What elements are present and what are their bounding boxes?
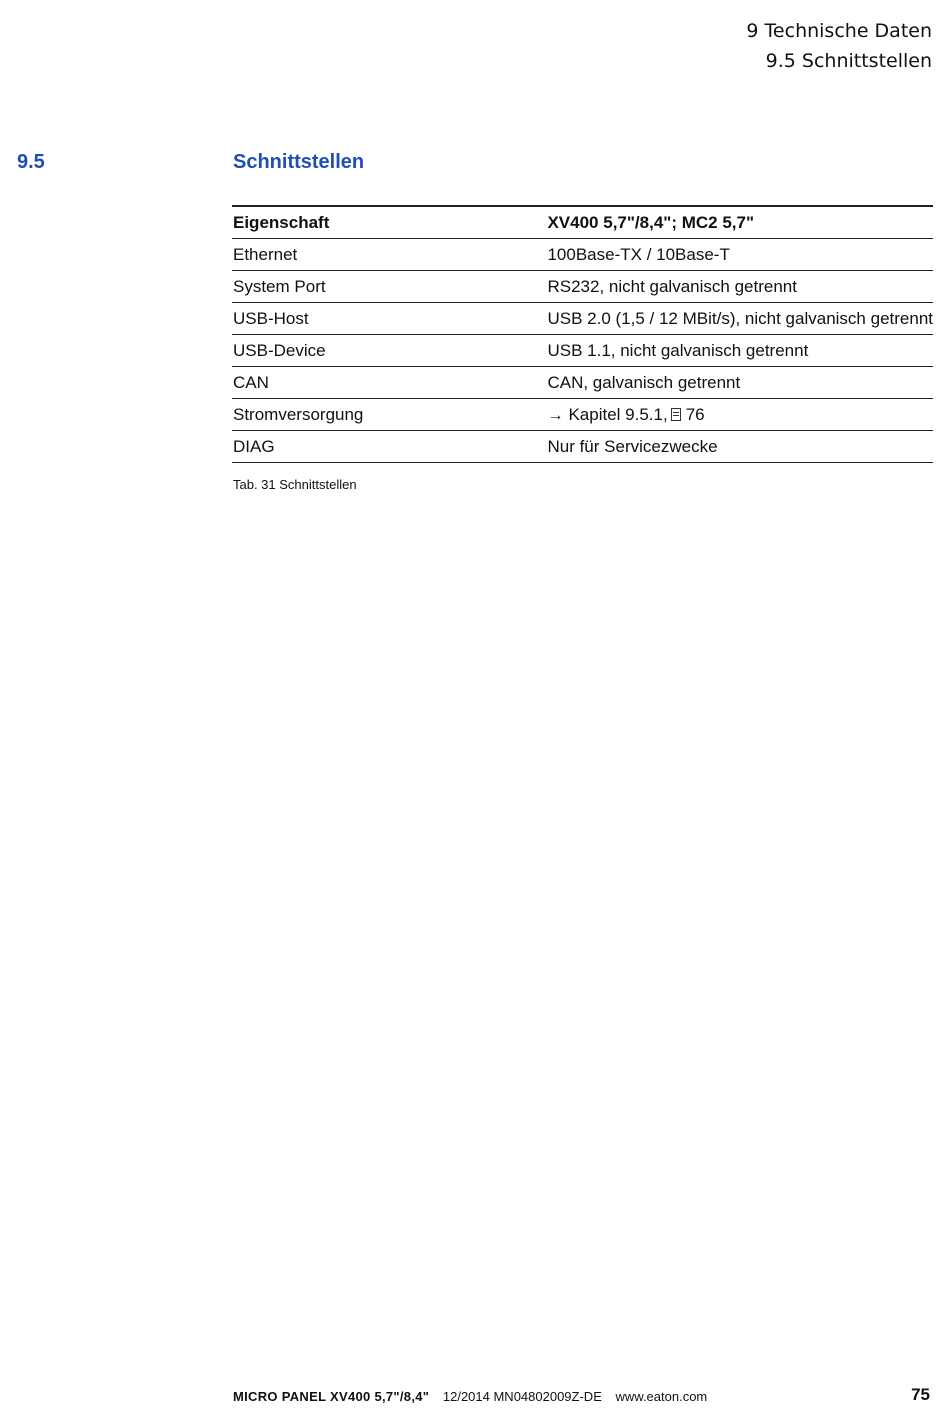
running-header-chapter: 9 Technische Daten [746,20,932,42]
table-cell-value: USB 1.1, nicht galvanisch getrennt [547,340,809,360]
interfaces-table [232,205,933,463]
page-footer [233,1389,707,1404]
table-cell-value: 100Base-TX / 10Base-T [547,244,730,264]
table-header-row [232,206,933,239]
table-row [232,239,933,271]
table-cell-property: CAN [233,372,269,392]
table-cell-property: USB-Host [233,308,309,328]
table-cell-property: DIAG [233,436,275,456]
table-cell-property: USB-Device [233,340,326,360]
running-header-section: 9.5 Schnittstellen [765,50,932,72]
table-row [232,271,933,303]
table-cell-value: CAN, galvanisch getrennt [547,372,741,392]
table-cell-property: System Port [233,276,326,296]
footer-product-name: MICRO PANEL XV400 5,7"/8,4" [233,1389,430,1404]
table-cell-property: Ethernet [233,244,298,264]
section-title: Schnittstellen [233,151,365,173]
page-reference-number[interactable]: 76 [685,404,705,424]
running-header [746,16,932,76]
arrow-right-icon: → [547,406,564,424]
chapter-reference-link[interactable]: Kapitel 9.5.1, [568,404,668,424]
table-row [232,367,933,399]
table-row [232,399,933,431]
section-number: 9.5 [17,151,45,173]
table-cell-value-reference[interactable] [546,399,933,431]
table-caption: Tab. 31 Schnittstellen [233,477,357,492]
table-cell-value: USB 2.0 (1,5 / 12 MBit/s), nicht galvanisch getrennt [547,308,933,328]
footer-url[interactable]: www.eaton.com [615,1389,708,1404]
table-cell-property: Stromversorgung [233,404,364,424]
table-row [232,303,933,335]
footer-document-id: 12/2014 MN04802009Z-DE [442,1389,602,1404]
table-row [232,335,933,367]
table-cell-value: Nur für Servicezwecke [547,436,718,456]
table-header-property: Eigenschaft [233,212,330,232]
table-header-value: XV400 5,7"/8,4"; MC2 5,7" [547,212,755,232]
page-icon [671,408,681,421]
page-number: 75 [911,1385,930,1404]
table-cell-value: RS232, nicht galvanisch getrennt [547,276,797,296]
table-row [232,431,933,463]
